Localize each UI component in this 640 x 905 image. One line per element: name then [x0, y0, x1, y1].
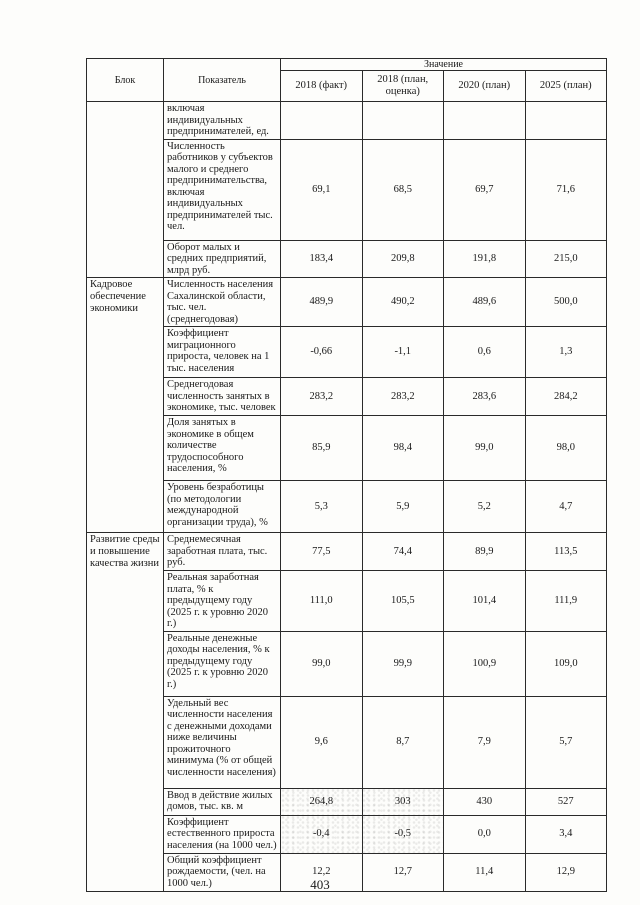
value-cell: 303	[362, 788, 444, 815]
value-cell: 284,2	[525, 378, 607, 416]
table-row	[87, 102, 607, 140]
table-row	[87, 139, 607, 240]
value-cell: 7,9	[444, 696, 526, 788]
table-row	[87, 696, 607, 788]
block-cell: Кадровое обеспечение экономики	[87, 278, 164, 533]
page-number: 403	[310, 877, 330, 892]
indicator-cell: Коэффициент миграционного прироста, человек на 1 тыс. населения	[164, 327, 281, 378]
value-cell: 489,6	[444, 278, 526, 327]
value-cell	[444, 102, 526, 140]
value-cell: 4,7	[525, 481, 607, 533]
value-cell: 71,6	[525, 139, 607, 240]
value-cell: 98,0	[525, 416, 607, 481]
value-cell: -0,66	[281, 327, 363, 378]
indicator-cell: Доля занятых в экономике в общем количестве трудоспособного населения, %	[164, 416, 281, 481]
header-year: 2018 (факт)	[281, 71, 363, 102]
header-block: Блок	[87, 59, 164, 102]
value-cell: 5,7	[525, 696, 607, 788]
value-cell: 527	[525, 788, 607, 815]
value-cell: 1,3	[525, 327, 607, 378]
value-cell: 489,9	[281, 278, 363, 327]
block-cell: Развитие среды и повышение качества жизни	[87, 533, 164, 892]
value-cell: 500,0	[525, 278, 607, 327]
value-cell: 264,8	[281, 788, 363, 815]
table-row	[87, 240, 607, 278]
value-cell: 209,8	[362, 240, 444, 278]
table-row	[87, 788, 607, 815]
value-cell: 183,4	[281, 240, 363, 278]
table-row	[87, 327, 607, 378]
indicators-table	[86, 58, 607, 892]
value-cell: 100,9	[444, 631, 526, 696]
indicator-cell: Коэффициент естественного прироста населения (на 1000 чел.)	[164, 815, 281, 853]
value-cell: 11,4	[444, 853, 526, 891]
header-year: 2020 (план)	[444, 71, 526, 102]
value-cell: 0,6	[444, 327, 526, 378]
value-cell: 283,6	[444, 378, 526, 416]
indicator-cell: Общий коэффициент рождаемости, (чел. на 1000 чел.)	[164, 853, 281, 891]
value-cell: 99,0	[281, 631, 363, 696]
header-value: Значение	[281, 59, 607, 71]
value-cell	[525, 102, 607, 140]
value-cell: 89,9	[444, 533, 526, 571]
value-cell: 77,5	[281, 533, 363, 571]
value-cell: 74,4	[362, 533, 444, 571]
table-row	[87, 416, 607, 481]
indicator-cell: включая индивидуальных предпринимателей, ед.	[164, 102, 281, 140]
value-cell: 99,9	[362, 631, 444, 696]
header-year: 2018 (план, оценка)	[362, 71, 444, 102]
value-cell: 101,4	[444, 571, 526, 632]
value-cell: 215,0	[525, 240, 607, 278]
table-row	[87, 571, 607, 632]
value-cell: 430	[444, 788, 526, 815]
value-cell: 109,0	[525, 631, 607, 696]
indicator-cell: Реальная заработная плата, % к предыдущему году (2025 г. к уровню 2020 г.)	[164, 571, 281, 632]
table-row	[87, 378, 607, 416]
value-cell: 12,7	[362, 853, 444, 891]
table-row	[87, 815, 607, 853]
value-cell: 283,2	[281, 378, 363, 416]
block-cell	[87, 102, 164, 278]
value-cell: 3,4	[525, 815, 607, 853]
header-year: 2025 (план)	[525, 71, 607, 102]
value-cell: 98,4	[362, 416, 444, 481]
value-cell: 8,7	[362, 696, 444, 788]
value-cell: 0,0	[444, 815, 526, 853]
value-cell: 111,9	[525, 571, 607, 632]
indicator-cell: Уровень безработицы (по методологии международной организации труда), %	[164, 481, 281, 533]
table-row	[87, 631, 607, 696]
value-cell: 490,2	[362, 278, 444, 327]
value-cell: -0,4	[281, 815, 363, 853]
indicator-cell: Оборот малых и средних предприятий, млрд руб.	[164, 240, 281, 278]
value-cell: 69,1	[281, 139, 363, 240]
value-cell: 191,8	[444, 240, 526, 278]
value-cell: 5,3	[281, 481, 363, 533]
indicator-cell: Численность работников у субъектов малого и среднего предпринимательства, включая индивидуальных предпринимателей тыс. чел.	[164, 139, 281, 240]
indicator-cell: Удельный вес численности населения с денежными доходами ниже величины прожиточного минимума (% от общей численности населения)	[164, 696, 281, 788]
indicator-cell: Среднегодовая численность занятых в экономике, тыс. человек	[164, 378, 281, 416]
value-cell: 99,0	[444, 416, 526, 481]
value-cell: -1,1	[362, 327, 444, 378]
value-cell: -0,5	[362, 815, 444, 853]
value-cell: 283,2	[362, 378, 444, 416]
value-cell	[281, 102, 363, 140]
value-cell: 5,9	[362, 481, 444, 533]
value-cell: 12,2	[281, 853, 363, 891]
value-cell: 9,6	[281, 696, 363, 788]
table-row	[87, 533, 607, 571]
value-cell: 69,7	[444, 139, 526, 240]
indicator-cell: Среднемесячная заработная плата, тыс. руб.	[164, 533, 281, 571]
table-row	[87, 481, 607, 533]
indicator-cell: Численность населения Сахалинской области, тыс. чел. (среднегодовая)	[164, 278, 281, 327]
value-cell: 85,9	[281, 416, 363, 481]
value-cell: 113,5	[525, 533, 607, 571]
value-cell: 12,9	[525, 853, 607, 891]
value-cell: 111,0	[281, 571, 363, 632]
indicator-cell: Ввод в действие жилых домов, тыс. кв. м	[164, 788, 281, 815]
table-row	[87, 278, 607, 327]
value-cell: 5,2	[444, 481, 526, 533]
indicator-cell: Реальные денежные доходы населения, % к предыдущему году (2025 г. к уровню 2020 г.)	[164, 631, 281, 696]
value-cell: 105,5	[362, 571, 444, 632]
value-cell: 68,5	[362, 139, 444, 240]
header-indicator: Показатель	[164, 59, 281, 102]
value-cell	[362, 102, 444, 140]
